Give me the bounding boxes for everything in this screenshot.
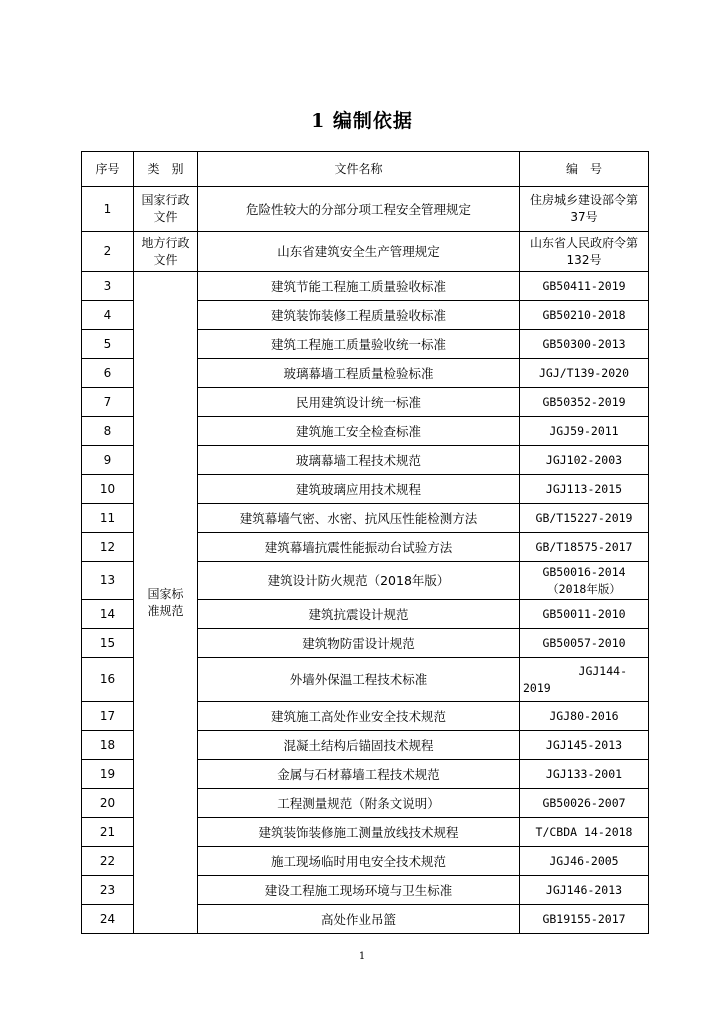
row-name: 建筑抗震设计规范 — [198, 600, 520, 629]
row-no: 1 — [82, 187, 134, 232]
row-no: 20 — [82, 789, 134, 818]
row-category: 地方行政文件 — [134, 232, 198, 272]
row-code: JGJ46-2005 — [520, 847, 649, 876]
row-code: GB19155-2017 — [520, 905, 649, 934]
code-part-2: 2019 — [523, 680, 551, 695]
row-code: GB50411-2019 — [520, 272, 649, 301]
row-no: 13 — [82, 562, 134, 600]
row-name: 建筑幕墙抗震性能振动台试验方法 — [198, 533, 520, 562]
row-name: 金属与石材幕墙工程技术规范 — [198, 760, 520, 789]
table-row — [82, 232, 649, 272]
row-code: GB50016-2014（2018年版） — [520, 562, 649, 600]
row-no: 10 — [82, 475, 134, 504]
row-code: T/CBDA 14-2018 — [520, 818, 649, 847]
row-no: 6 — [82, 359, 134, 388]
row-no: 8 — [82, 417, 134, 446]
row-name: 民用建筑设计统一标准 — [198, 388, 520, 417]
row-code: GB/T18575-2017 — [520, 533, 649, 562]
row-no: 5 — [82, 330, 134, 359]
row-no: 16 — [82, 658, 134, 702]
row-code: JGJ59-2011 — [520, 417, 649, 446]
page-number: 1 — [358, 951, 366, 962]
row-name: 高处作业吊篮 — [198, 905, 520, 934]
row-no: 18 — [82, 731, 134, 760]
row-no: 23 — [82, 876, 134, 905]
row-code: JGJ80-2016 — [520, 702, 649, 731]
row-category: 国家标准规范 — [134, 272, 198, 934]
header-code: 编 号 — [520, 152, 649, 187]
row-code-16 — [520, 658, 649, 702]
row-no: 2 — [82, 232, 134, 272]
row-no: 19 — [82, 760, 134, 789]
row-category: 国家行政文件 — [134, 187, 198, 232]
row-no: 7 — [82, 388, 134, 417]
row-no: 22 — [82, 847, 134, 876]
row-name: 建筑节能工程施工质量验收标准 — [198, 272, 520, 301]
row-name: 混凝土结构后锚固技术规程 — [198, 731, 520, 760]
row-name: 施工现场临时用电安全技术规范 — [198, 847, 520, 876]
row-name: 玻璃幕墙工程技术规范 — [198, 446, 520, 475]
row-code: GB50026-2007 — [520, 789, 649, 818]
row-name: 外墙外保温工程技术标准 — [198, 658, 520, 702]
row-name: 建设工程施工现场环境与卫生标准 — [198, 876, 520, 905]
row-code: JGJ133-2001 — [520, 760, 649, 789]
row-code: JGJ/T139-2020 — [520, 359, 649, 388]
row-code: JGJ146-2013 — [520, 876, 649, 905]
row-name: 山东省建筑安全生产管理规定 — [198, 232, 520, 272]
row-code: 山东省人民政府令第132号 — [520, 232, 649, 272]
row-code: GB/T15227-2019 — [520, 504, 649, 533]
row-no: 17 — [82, 702, 134, 731]
row-no: 24 — [82, 905, 134, 934]
row-name: 建筑幕墙气密、水密、抗风压性能检测方法 — [198, 504, 520, 533]
row-name: 建筑物防雷设计规范 — [198, 629, 520, 658]
row-code: JGJ102-2003 — [520, 446, 649, 475]
row-name: 建筑工程施工质量验收统一标准 — [198, 330, 520, 359]
row-no: 9 — [82, 446, 134, 475]
header-category: 类 别 — [134, 152, 198, 187]
code-part-1: JGJ144- — [578, 663, 627, 678]
row-code: GB50011-2010 — [520, 600, 649, 629]
row-code: GB50210-2018 — [520, 301, 649, 330]
page-title: 1 编制依据 — [311, 110, 413, 132]
row-name: 玻璃幕墙工程质量检验标准 — [198, 359, 520, 388]
row-name: 建筑玻璃应用技术规程 — [198, 475, 520, 504]
row-no: 11 — [82, 504, 134, 533]
row-code: GB50352-2019 — [520, 388, 649, 417]
table-row — [82, 272, 649, 301]
row-no: 12 — [82, 533, 134, 562]
table-row — [82, 187, 649, 232]
header-name: 文件名称 — [198, 152, 520, 187]
row-code: GB50057-2010 — [520, 629, 649, 658]
row-name: 建筑施工高处作业安全技术规范 — [198, 702, 520, 731]
row-no: 3 — [82, 272, 134, 301]
row-no: 15 — [82, 629, 134, 658]
row-code: GB50300-2013 — [520, 330, 649, 359]
row-name: 建筑施工安全检查标准 — [198, 417, 520, 446]
table-header-row — [82, 152, 649, 187]
row-no: 21 — [82, 818, 134, 847]
row-name: 建筑装饰装修施工测量放线技术规程 — [198, 818, 520, 847]
row-name: 工程测量规范（附条文说明） — [198, 789, 520, 818]
row-name: 危险性较大的分部分项工程安全管理规定 — [198, 187, 520, 232]
row-name: 建筑设计防火规范（2018年版） — [198, 562, 520, 600]
row-name: 建筑装饰装修工程质量验收标准 — [198, 301, 520, 330]
row-code: 住房城乡建设部令第37号 — [520, 187, 649, 232]
row-code: JGJ145-2013 — [520, 731, 649, 760]
basis-table — [81, 151, 649, 934]
header-no: 序号 — [82, 152, 134, 187]
row-no: 14 — [82, 600, 134, 629]
row-code: JGJ113-2015 — [520, 475, 649, 504]
row-no: 4 — [82, 301, 134, 330]
